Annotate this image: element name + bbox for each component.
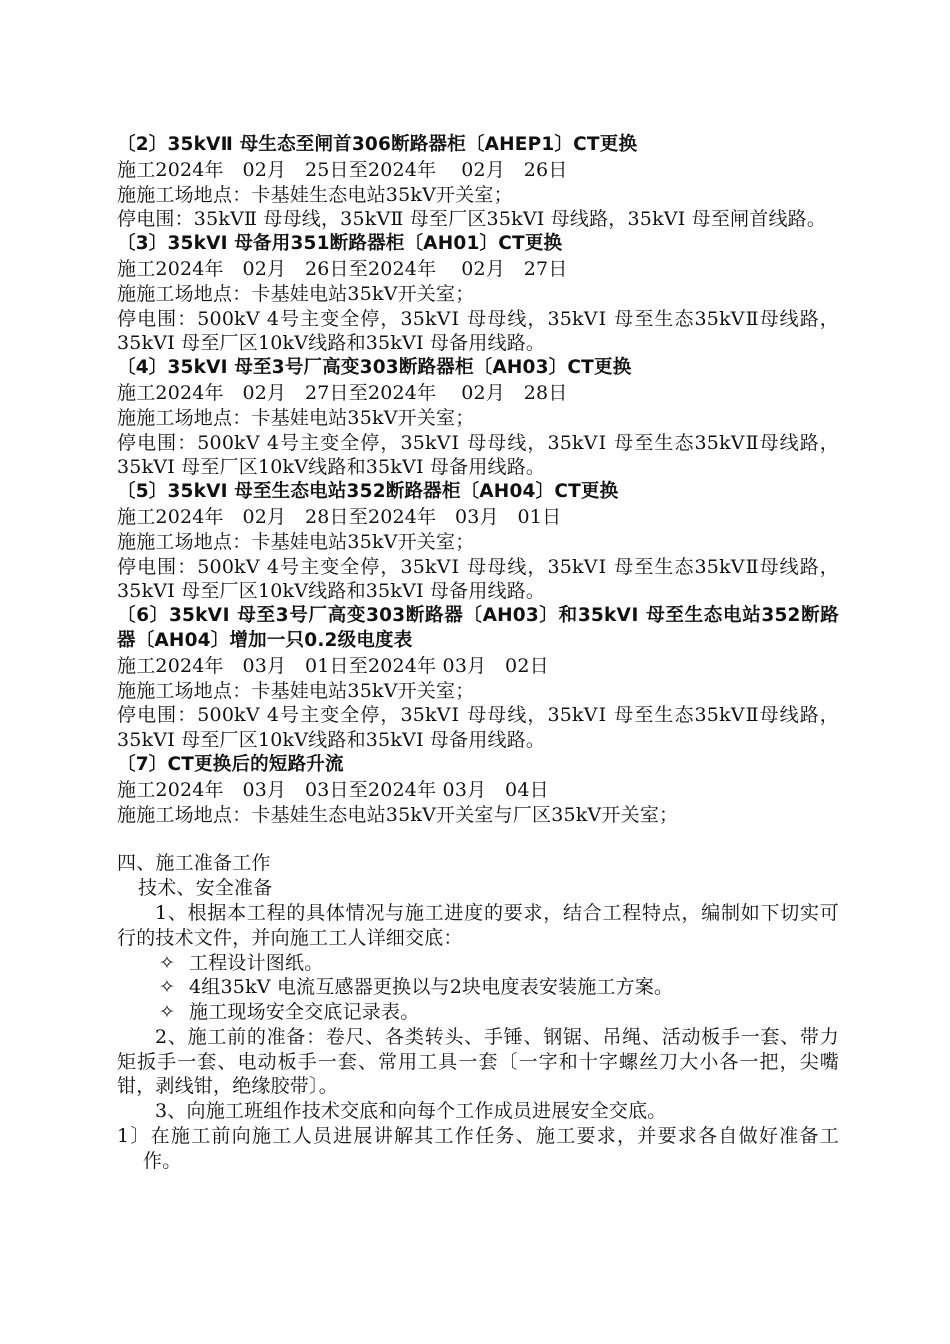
item-outage: 停电围：35kVⅡ 母母线，35kVⅡ 母至厂区35kVⅠ 母线路，35kVⅠ 母至闸首线路。 [117,208,827,231]
bullet-text: 工程设计图纸。 [189,951,324,974]
item-heading: 〔4〕35kVⅠ 母至3号厂高变303断路器柜〔AH03〕CT更换 [117,357,632,379]
bullet-text: 4组35kV 电流互感器更换以与2块电度表安装施工方案。 [189,976,674,999]
section-subtitle: 技术、安全准备 [138,877,273,900]
item-time: 施工2024年 02月 27日至2024年 02月 28日 [117,381,568,404]
item-place: 施施工场地点：卡基娃电站35kV开关室； [117,530,475,553]
item-heading: 〔6〕35kVⅠ 母至3号厂高变303断路器〔AH03〕和35kVⅠ 母至生态电站352断路器〔AH04〕增加一只0.2级电度表 [117,605,839,651]
item-time: 施工2024年 02月 26日至2024年 02月 27日 [117,257,568,280]
item-outage: 停电围：500kV 4号主变全停，35kVⅠ 母母线，35kVⅠ 母至生态35kVⅡ母线路，35kVⅠ 母至厂区10kV线路和35kVⅠ 母备用线路。 [117,555,839,603]
paragraph: 1、根据本工程的具体情况与施工进度的要求，结合工程特点，编制如下切实可行的技术文件，并向施工工人详细交底： [117,901,839,949]
diamond-bullet-icon: ✧ [159,1001,176,1024]
diamond-bullet-icon: ✧ [159,976,176,999]
item-place: 施施工场地点：卡基娃电站35kV开关室； [117,679,475,702]
paragraph: 2、施工前的准备：卷尺、各类转头、手锤、钢锯、吊绳、活动板手一套、带力矩扳手一套、电动板手一套、常用工具一套〔一字和十字螺丝刀大小各一把，尖嘴钳，剥线钳，绝缘胶带〕。 [117,1025,839,1098]
paragraph: 1〕在施工前向施工人员进展讲解其工作任务、施工要求，并要求各自做好准备工作。 [117,1125,839,1172]
bullet-item [117,951,839,976]
spacer [117,827,839,851]
item-place: 施施工场地点：卡基娃生态电站35kV开关室与厂区35kV开关室； [117,803,679,826]
diamond-bullet-icon: ✧ [159,951,176,974]
item-time: 施工2024年 03月 03日至2024年 03月 04日 [117,778,549,801]
bullet-item [117,1000,839,1025]
item-heading: 〔2〕35kVⅡ 母生态至闸首306断路器柜〔AHEP1〕CT更换 [117,134,638,155]
item-outage: 停电围：500kV 4号主变全停，35kVⅠ 母母线，35kVⅠ 母至生态35kVⅡ母线路，35kVⅠ 母至厂区10kV线路和35kVⅠ 母备用线路。 [117,431,839,479]
item-heading: 〔3〕35kVⅠ 母备用351断路器柜〔AH01〕CT更换 [117,233,563,255]
item-time: 施工2024年 02月 28日至2024年 03月 01日 [117,505,562,528]
item-heading: 〔5〕35kVⅠ 母至生态电站352断路器柜〔AH04〕CT更换 [117,481,619,503]
item-place: 施施工场地点：卡基娃生态电站35kV开关室； [117,183,513,206]
bullet-text: 施工现场安全交底记录表。 [189,1001,420,1024]
item-outage: 停电围：500kV 4号主变全停，35kVⅠ 母母线，35kVⅠ 母至生态35kVⅡ母线路，35kVⅠ 母至厂区10kV线路和35kVⅠ 母备用线路。 [117,307,839,355]
item-place: 施施工场地点：卡基娃电站35kV开关室； [117,406,475,429]
section-title: 四、施工准备工作 [117,852,271,875]
bullet-item [117,975,839,1000]
item-place: 施施工场地点：卡基娃电站35kV开关室； [117,282,475,305]
item-time: 施工2024年 02月 25日至2024年 02月 26日 [117,158,568,181]
item-heading: 〔7〕CT更换后的短路升流 [117,753,344,775]
document-page [117,133,839,1174]
item-time: 施工2024年 03月 01日至2024年 03月 02日 [117,654,549,677]
paragraph: 3、向施工班组作技术交底和向每个工作成员进展安全交底。 [155,1100,667,1123]
item-outage: 停电围：500kV 4号主变全停，35kVⅠ 母母线，35kVⅠ 母至生态35kVⅡ母线路，35kVⅠ 母至厂区10kV线路和35kVⅠ 母备用线路。 [117,704,839,752]
